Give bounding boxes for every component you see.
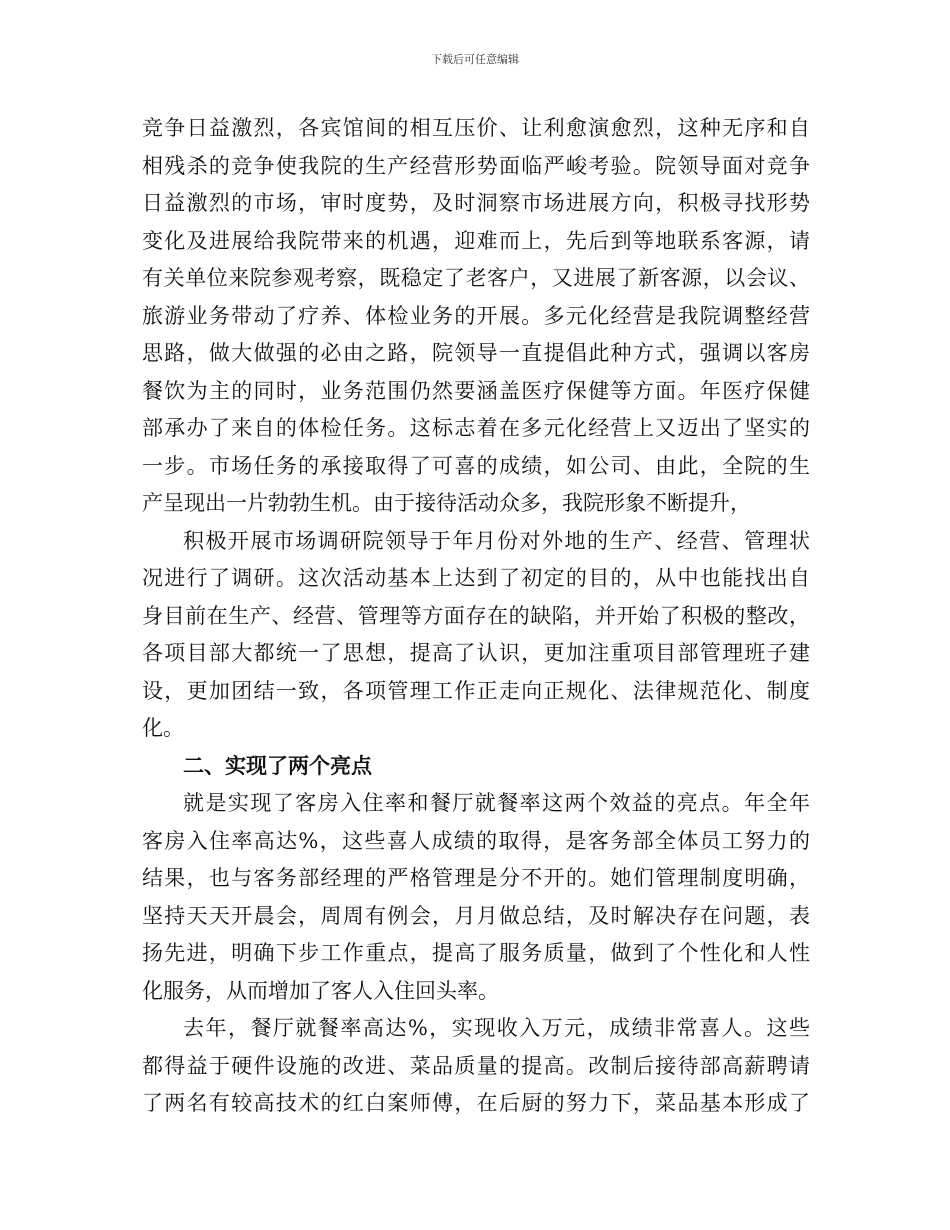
paragraph-line: 设，更加团结一致，各项管理工作正走向正规化、法律规范化、制度 — [142, 679, 810, 703]
paragraph-line: 扬先进，明确下步工作重点，提高了服务质量，做到了个性化和人性 — [142, 941, 810, 965]
paragraph-line: 各项目部大都统一了思想，提高了认识，更加注重项目部管理班子建 — [142, 641, 810, 665]
paragraph-line: 化。 — [142, 716, 184, 740]
paragraph-line: 竞争日益激烈，各宾馆间的相互压价、让利愈演愈烈，这种无序和自 — [142, 116, 810, 140]
page-header-note: 下载后可任意编辑 — [431, 53, 519, 66]
paragraph-line: 有关单位来院参观考察，既稳定了老客户，又进展了新客源，以会议、 — [142, 266, 810, 290]
paragraph-line: 积极开展市场调研院领导于年月份对外地的生产、经营、管理状 — [183, 529, 810, 553]
paragraph-line: 化服务，从而增加了客人入住回头率。 — [142, 979, 499, 1003]
paragraph-line: 一步。市场任务的承接取得了可喜的成绩，如公司、由此，全院的生 — [142, 454, 810, 478]
paragraph-line: 身目前在生产、经营、管理等方面存在的缺陷，并开始了积极的整改， — [142, 604, 810, 628]
section-heading: 二、实现了两个亮点 — [183, 753, 372, 778]
paragraph-line: 况进行了调研。这次活动基本上达到了初定的目的，从中也能找出自 — [142, 566, 810, 590]
paragraph-line: 餐饮为主的同时，业务范围仍然要涵盖医疗保健等方面。年医疗保健 — [142, 379, 810, 403]
paragraph-line: 客房入住率高达%，这些喜人成绩的取得，是客务部全体员工努力的 — [142, 829, 810, 853]
paragraph-line: 结果，也与客务部经理的严格管理是分不开的。她们管理制度明确， — [142, 866, 810, 890]
paragraph-line: 产呈现出一片勃勃生机。由于接待活动众多，我院形象不断提升， — [142, 491, 751, 515]
paragraph-line: 去年，餐厅就餐率高达%，实现收入万元，成绩非常喜人。这些 — [183, 1016, 810, 1040]
paragraph-line: 旅游业务带动了疗养、体检业务的开展。多元化经营是我院调整经营 — [142, 304, 810, 328]
paragraph-line: 相残杀的竞争使我院的生产经营形势面临严峻考验。院领导面对竞争 — [142, 154, 810, 178]
paragraph-line: 了两名有较高技术的红白案师傅，在后厨的努力下，菜品基本形成了 — [142, 1091, 810, 1115]
paragraph-line: 部承办了来自的体检任务。这标志着在多元化经营上又迈出了坚实的 — [142, 416, 810, 440]
paragraph-line: 日益激烈的市场，审时度势，及时洞察市场进展方向，积极寻找形势 — [142, 191, 810, 215]
paragraph-line: 思路，做大做强的必由之路，院领导一直提倡此种方式，强调以客房 — [142, 341, 810, 365]
paragraph-line: 就是实现了客房入住率和餐厅就餐率这两个效益的亮点。年全年 — [183, 791, 810, 815]
paragraph-line: 都得益于硬件设施的改进、菜品质量的提高。改制后接待部高薪聘请 — [142, 1054, 810, 1078]
paragraph-line: 变化及进展给我院带来的机遇，迎难而上，先后到等地联系客源，请 — [142, 229, 810, 253]
paragraph-line: 坚持天天开晨会，周周有例会，月月做总结，及时解决存在问题，表 — [142, 904, 810, 928]
